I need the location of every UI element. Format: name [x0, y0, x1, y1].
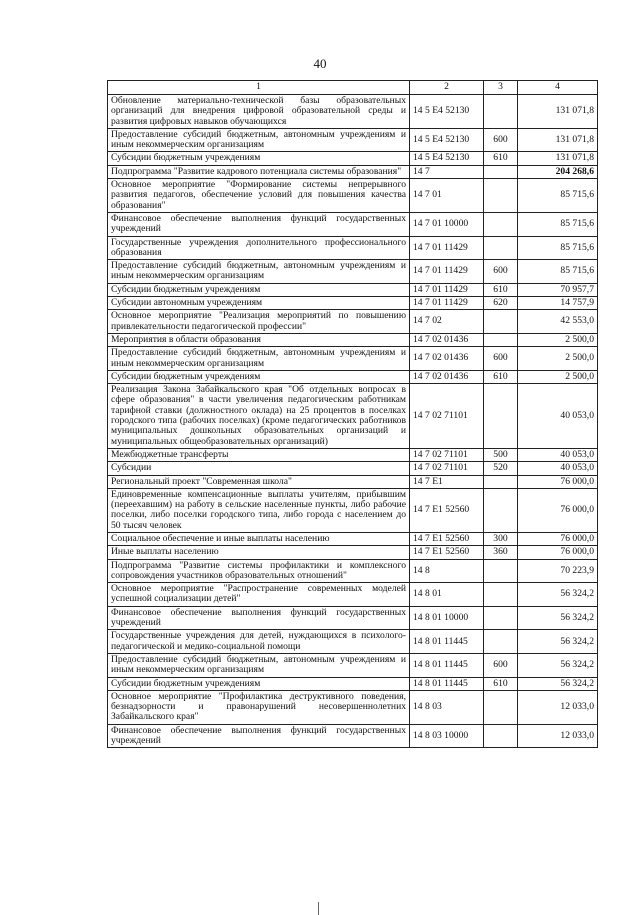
row-name-cell: Единовременные компенсационные выплаты учителям, прибывшим (переехавшим) на работу в сельские населенные пункты, либо рабочие поселки, либо поселки городского типа, либо города с населением до 50 тысяч человек [108, 488, 410, 532]
row-name-cell: Предоставление субсидий бюджетным, автономным учреждениям и иным некоммерческим организациям [108, 128, 410, 152]
header-col-2: 2 [410, 81, 484, 95]
row-code-cell: 14 8 01 11445 [410, 653, 484, 677]
row-amount-cell: 70 957,7 [518, 283, 598, 296]
row-type-cell [484, 583, 518, 607]
row-type-cell: 610 [484, 283, 518, 296]
row-name-cell: Предоставление субсидий бюджетным, автономным учреждениям и иным некоммерческим организациям [108, 653, 410, 677]
row-type-cell: 600 [484, 347, 518, 371]
header-col-3: 3 [484, 81, 518, 95]
row-type-cell [484, 212, 518, 236]
scan-artifact [318, 902, 319, 915]
row-name-cell: Мероприятия в области образования [108, 333, 410, 346]
budget-table [107, 80, 598, 748]
row-name-cell: Субсидии бюджетным учреждениям [108, 283, 410, 296]
table-row [108, 283, 598, 296]
row-name-cell: Основное мероприятие "Формирование системы непрерывного развития педагогов, обеспечение условий для повышения качества образования" [108, 179, 410, 213]
row-code-cell: 14 7 Е1 52560 [410, 546, 484, 559]
row-type-cell [484, 310, 518, 334]
row-name-cell: Иные выплаты населению [108, 546, 410, 559]
row-amount-cell: 12 033,0 [518, 690, 598, 724]
row-code-cell: 14 7 02 01436 [410, 333, 484, 346]
row-type-cell [484, 475, 518, 488]
row-code-cell: 14 8 01 11445 [410, 677, 484, 690]
row-type-cell [484, 384, 518, 449]
row-code-cell: 14 8 03 [410, 690, 484, 724]
row-amount-cell: 40 053,0 [518, 384, 598, 449]
row-amount-cell: 12 033,0 [518, 724, 598, 748]
row-name-cell: Региональный проект "Современная школа" [108, 475, 410, 488]
row-name-cell: Предоставление субсидий бюджетным, автономным учреждениям и иным некоммерческим организациям [108, 347, 410, 371]
row-code-cell: 14 7 Е1 52560 [410, 488, 484, 532]
row-amount-cell: 76 000,0 [518, 488, 598, 532]
row-name-cell: Финансовое обеспечение выполнения функций государственных учреждений [108, 606, 410, 630]
row-name-cell: Субсидии [108, 462, 410, 475]
table-row [108, 462, 598, 475]
table-row [108, 448, 598, 461]
row-type-cell [484, 179, 518, 213]
row-name-cell: Финансовое обеспечение выполнения функций государственных учреждений [108, 212, 410, 236]
row-amount-cell: 131 071,8 [518, 152, 598, 165]
row-amount-cell: 85 715,6 [518, 260, 598, 284]
row-code-cell: 14 7 02 01436 [410, 370, 484, 383]
row-type-cell [484, 690, 518, 724]
row-code-cell: 14 7 02 01436 [410, 347, 484, 371]
row-type-cell: 520 [484, 462, 518, 475]
row-type-cell: 620 [484, 297, 518, 310]
row-type-cell: 500 [484, 448, 518, 461]
row-type-cell [484, 606, 518, 630]
row-code-cell: 14 7 01 10000 [410, 212, 484, 236]
row-code-cell: 14 5 Е4 52130 [410, 128, 484, 152]
row-code-cell: 14 8 01 11445 [410, 630, 484, 654]
row-type-cell [484, 165, 518, 178]
row-type-cell [484, 333, 518, 346]
row-name-cell: Межбюджетные трансферты [108, 448, 410, 461]
table-row [108, 559, 598, 583]
row-type-cell [484, 236, 518, 260]
row-code-cell: 14 7 [410, 165, 484, 178]
row-code-cell: 14 5 Е4 52130 [410, 95, 484, 129]
table-row [108, 310, 598, 334]
row-code-cell: 14 7 01 11429 [410, 283, 484, 296]
row-name-cell: Социальное обеспечение и иные выплаты населению [108, 532, 410, 545]
row-name-cell: Субсидии бюджетным учреждениям [108, 677, 410, 690]
row-amount-cell: 70 223,9 [518, 559, 598, 583]
row-code-cell: 14 7 02 71101 [410, 462, 484, 475]
row-type-cell [484, 95, 518, 129]
row-name-cell: Основное мероприятие "Профилактика деструктивного поведения, безнадзорности и правонарушений несовершеннолетних Забайкальского края" [108, 690, 410, 724]
table-row [108, 152, 598, 165]
row-type-cell: 300 [484, 532, 518, 545]
row-code-cell: 14 7 Е1 [410, 475, 484, 488]
row-type-cell: 600 [484, 653, 518, 677]
table-row [108, 677, 598, 690]
table-row [108, 606, 598, 630]
row-name-cell: Основное мероприятие "Реализация мероприятий по повышению привлекательности педагогической профессии" [108, 310, 410, 334]
row-code-cell: 14 7 02 71101 [410, 448, 484, 461]
row-type-cell: 610 [484, 152, 518, 165]
row-amount-cell: 40 053,0 [518, 462, 598, 475]
row-amount-cell: 2 500,0 [518, 333, 598, 346]
table-body [108, 95, 598, 748]
row-type-cell [484, 724, 518, 748]
row-amount-cell: 56 324,2 [518, 583, 598, 607]
row-code-cell: 14 7 Е1 52560 [410, 532, 484, 545]
table-row [108, 475, 598, 488]
row-name-cell: Финансовое обеспечение выполнения функций государственных учреждений [108, 724, 410, 748]
row-name-cell: Предоставление субсидий бюджетным, автономным учреждениям и иным некоммерческим организациям [108, 260, 410, 284]
row-code-cell: 14 7 02 71101 [410, 384, 484, 449]
row-amount-cell: 85 715,6 [518, 179, 598, 213]
header-col-4: 4 [518, 81, 598, 95]
row-type-cell: 600 [484, 260, 518, 284]
row-code-cell: 14 8 03 10000 [410, 724, 484, 748]
row-amount-cell: 56 324,2 [518, 677, 598, 690]
row-code-cell: 14 7 02 [410, 310, 484, 334]
row-amount-cell: 76 000,0 [518, 546, 598, 559]
row-code-cell: 14 7 01 11429 [410, 297, 484, 310]
row-name-cell: Субсидии бюджетным учреждениям [108, 152, 410, 165]
table-row [108, 630, 598, 654]
table-row [108, 165, 598, 178]
row-type-cell: 610 [484, 370, 518, 383]
row-amount-cell: 76 000,0 [518, 532, 598, 545]
row-type-cell: 360 [484, 546, 518, 559]
row-name-cell: Субсидии автономным учреждениям [108, 297, 410, 310]
table-row [108, 333, 598, 346]
table-row [108, 532, 598, 545]
table-row [108, 347, 598, 371]
row-name-cell: Реализация Закона Забайкальского края "Об отдельных вопросах в сфере образования" в части увеличения педагогическим работникам тарифной ставки (должностного оклада) на 25 процентов в поселках городского типа (рабочих поселках) (кроме педагогических работников муниципальных дошкольных образовательных организаций и муниципальных общеобразовательных организаций) [108, 384, 410, 449]
table-row [108, 95, 598, 129]
row-type-cell: 610 [484, 677, 518, 690]
row-amount-cell: 85 715,6 [518, 212, 598, 236]
row-name-cell: Государственные учреждения для детей, нуждающихся в психолого-педагогической и медико-социальной помощи [108, 630, 410, 654]
table-row [108, 384, 598, 449]
table-row [108, 212, 598, 236]
row-code-cell: 14 7 01 [410, 179, 484, 213]
row-amount-cell: 2 500,0 [518, 347, 598, 371]
row-amount-cell: 56 324,2 [518, 653, 598, 677]
table-row [108, 260, 598, 284]
row-amount-cell: 40 053,0 [518, 448, 598, 461]
row-name-cell: Подпрограмма "Развитие системы профилактики и комплексного сопровождения участников образовательных отношений" [108, 559, 410, 583]
table-header-row [108, 81, 598, 95]
header-col-1: 1 [108, 81, 410, 95]
row-code-cell: 14 7 01 11429 [410, 260, 484, 284]
table-row [108, 370, 598, 383]
row-amount-cell: 131 071,8 [518, 128, 598, 152]
row-name-cell: Субсидии бюджетным учреждениям [108, 370, 410, 383]
row-amount-cell: 76 000,0 [518, 475, 598, 488]
row-amount-cell: 14 757,9 [518, 297, 598, 310]
row-amount-cell: 85 715,6 [518, 236, 598, 260]
row-code-cell: 14 8 [410, 559, 484, 583]
row-amount-cell: 2 500,0 [518, 370, 598, 383]
row-type-cell [484, 559, 518, 583]
table-row [108, 546, 598, 559]
row-type-cell [484, 488, 518, 532]
row-amount-cell: 42 553,0 [518, 310, 598, 334]
row-type-cell: 600 [484, 128, 518, 152]
row-code-cell: 14 7 01 11429 [410, 236, 484, 260]
table-row [108, 653, 598, 677]
table-row [108, 690, 598, 724]
table-row [108, 724, 598, 748]
row-code-cell: 14 5 Е4 52130 [410, 152, 484, 165]
row-amount-cell: 56 324,2 [518, 630, 598, 654]
row-amount-cell: 131 071,8 [518, 95, 598, 129]
table-row [108, 236, 598, 260]
table-row [108, 297, 598, 310]
row-code-cell: 14 8 01 [410, 583, 484, 607]
row-name-cell: Основное мероприятие "Распространение современных моделей успешной социализации детей" [108, 583, 410, 607]
table-row [108, 128, 598, 152]
row-amount-cell: 204 268,6 [518, 165, 598, 178]
row-code-cell: 14 8 01 10000 [410, 606, 484, 630]
table-row [108, 179, 598, 213]
table-row [108, 488, 598, 532]
row-amount-cell: 56 324,2 [518, 606, 598, 630]
row-name-cell: Обновление материально-технической базы образовательных организаций для внедрения цифровой образовательной среды и развития цифровых навыков обучающихся [108, 95, 410, 129]
row-type-cell [484, 630, 518, 654]
row-name-cell: Государственные учреждения дополнительного профессионального образования [108, 236, 410, 260]
row-name-cell: Подпрограмма "Развитие кадрового потенциала системы образования" [108, 165, 410, 178]
table-row [108, 583, 598, 607]
page-number: 40 [313, 56, 327, 71]
